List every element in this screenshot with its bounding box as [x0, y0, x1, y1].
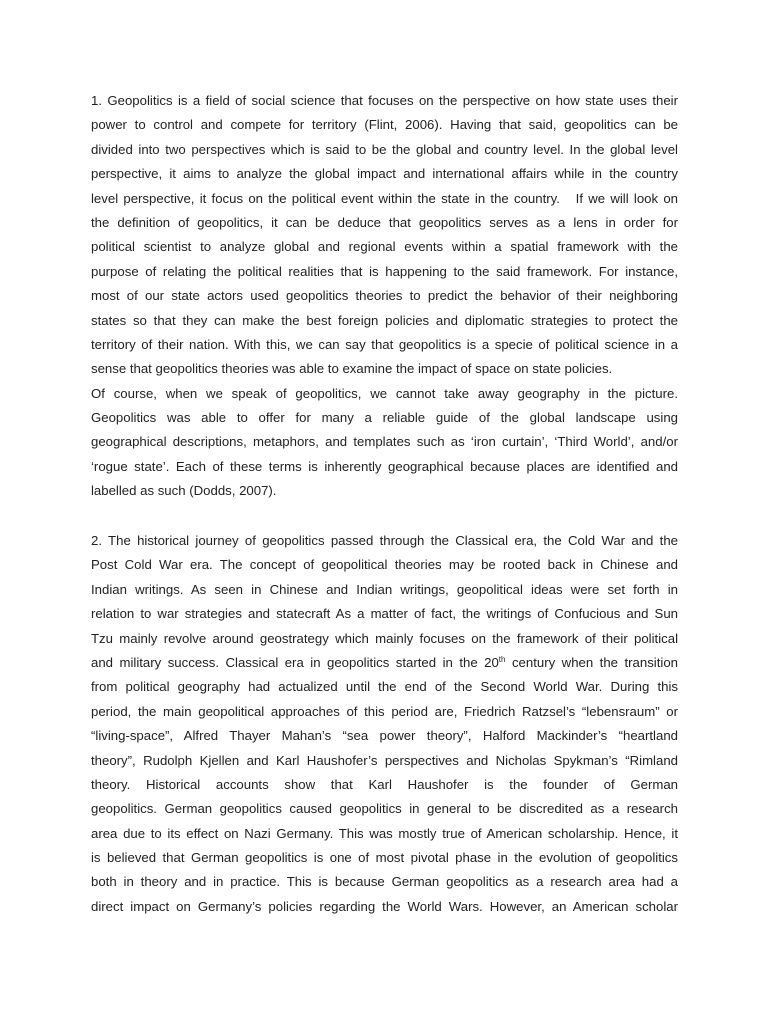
text-line: relation to war strategies and statecraft As a matter of fact, the writings of Confucious and Sun: [91, 606, 678, 622]
text-line: divided into two perspectives which is said to be the global and country level. In the global level: [91, 141, 678, 157]
answer-1-paragraph: [91, 89, 678, 504]
text-line: labelled as such (Dodds, 2007).: [91, 483, 277, 499]
text-line: both in theory and in practice. This is because German geopolitics as a research area had a: [91, 874, 678, 890]
text-line: territory of their nation. With this, we can say that geopolitics is a specie of political science in a: [91, 336, 678, 352]
text-line: the definition of geopolitics, it can be deduce that geopolitics serves as a lens in order for: [91, 214, 678, 230]
text-line-part: century when the transition: [505, 654, 678, 670]
text-line: states so that they can make the best foreign policies and diplomatic strategies to protect the: [91, 312, 678, 328]
text-line: ‘rogue state’. Each of these terms is inherently geographical because places are identified and: [91, 458, 678, 474]
text-line: most of our state actors used geopolitics theories to predict the behavior of their neighboring: [91, 288, 678, 304]
text-line: 2. The historical journey of geopolitics passed through the Classical era, the Cold War and the: [91, 533, 678, 548]
text-line-part: and military success. Classical era in geopolitics started in the 20: [91, 654, 499, 670]
text-line: “living-space”, Alfred Thayer Mahan’s “sea power theory”, Halford Mackinder’s “heartland: [91, 728, 678, 744]
answer-2-paragraph: [91, 529, 678, 919]
text-line-with-superscript: [91, 651, 678, 675]
text-line: theory”, Rudolph Kjellen and Karl Haushofer’s perspectives and Nicholas Spykman’s “Rimland: [91, 752, 678, 768]
text-line: period, the main geopolitical approaches of this period are, Friedrich Ratzsel’s “lebensraum” or: [91, 703, 678, 719]
text-line: political scientist to analyze global and regional events within a spatial framework with the: [91, 239, 678, 255]
text-line: Post Cold War era. The concept of geopolitical theories may be rooted back in Chinese and: [91, 557, 678, 573]
text-line: level perspective, it focus on the political event within the state in the country. If we will look on: [91, 190, 678, 206]
text-line: geographical descriptions, metaphors, and templates such as ‘iron curtain’, ‘Third World’, and/or: [91, 434, 678, 450]
text-line: from political geography had actualized until the end of the Second World War. During this: [91, 679, 678, 695]
text-line: power to control and compete for territory (Flint, 2006). Having that said, geopolitics can be: [91, 117, 678, 133]
text-line: perspective, it aims to analyze the global impact and international affairs while in the country: [91, 166, 678, 182]
text-line: sense that geopolitics theories was able to examine the impact of space on state policies.: [91, 361, 613, 377]
text-line: theory. Historical accounts show that Karl Haushofer is the founder of German: [91, 776, 678, 792]
text-line: direct impact on Germany’s policies regarding the World Wars. However, an American scholar: [91, 898, 678, 914]
ordinal-superscript: th: [498, 654, 506, 664]
text-line: Indian writings. As seen in Chinese and Indian writings, geopolitical ideas were set forth in: [91, 581, 678, 597]
text-line: purpose of relating the political realities that is happening to the said framework. For instance,: [91, 263, 678, 279]
text-line: geopolitics. German geopolitics caused geopolitics in general to be discredited as a research: [91, 801, 678, 817]
text-line: is believed that German geopolitics is one of most pivotal phase in the evolution of geopolitics: [91, 850, 678, 866]
text-line: Geopolitics was able to offer for many a reliable guide of the global landscape using: [91, 410, 678, 426]
text-line: area due to its effect on Nazi Germany. This was mostly true of American scholarship. Hence, it: [91, 825, 678, 841]
text-line: Of course, when we speak of geopolitics, we cannot take away geography in the picture.: [91, 385, 678, 401]
text-line: 1. Geopolitics is a field of social science that focuses on the perspective on how state uses their: [91, 93, 678, 108]
text-line: Tzu mainly revolve around geostrategy which mainly focuses on the framework of their political: [91, 630, 678, 646]
